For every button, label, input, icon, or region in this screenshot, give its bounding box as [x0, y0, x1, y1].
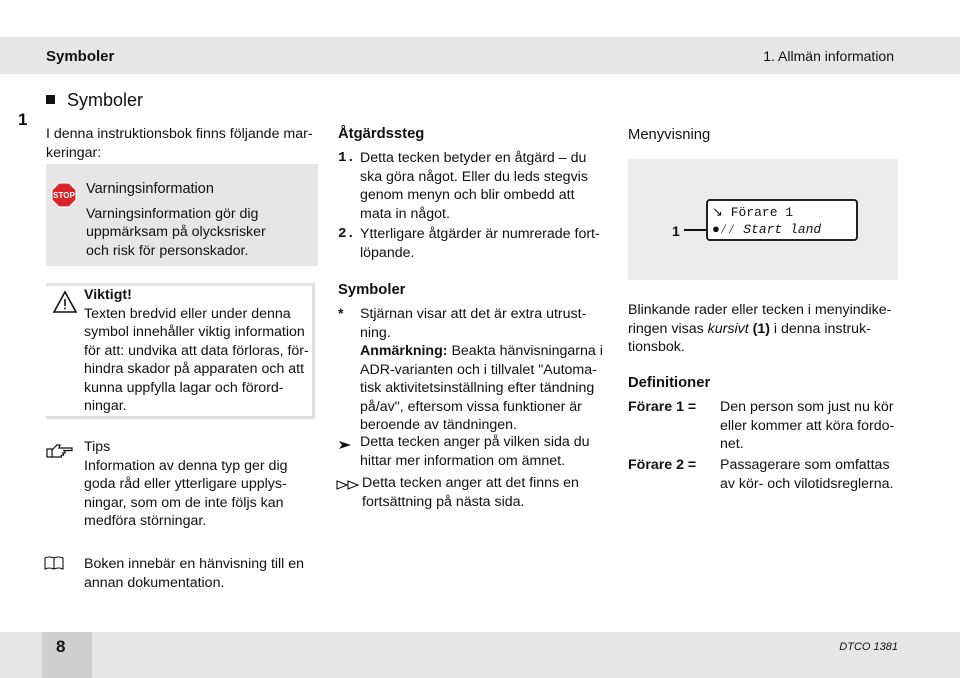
- actions-title: Åtgärdssteg: [338, 126, 425, 142]
- book-icon: [44, 555, 64, 571]
- page-number-box: [42, 632, 92, 678]
- chapter-number: 1: [18, 110, 28, 129]
- symbols-continue-text: Detta tecken anger att det finns en fortsättning på nästa sida.: [362, 475, 579, 510]
- symbols-arrow-text: Detta tecken anger på vilken sida du hittar mer information om ämnet.: [360, 434, 590, 469]
- running-header-left: Symboler: [46, 48, 115, 65]
- menu-callout-number: 1: [672, 223, 680, 239]
- important-title: Viktigt!: [84, 287, 132, 303]
- intro-text: I denna instruktionsbok finns följande mar- keringar:: [46, 126, 313, 161]
- definition-driver-2: Förare 2 = Passagerare som omfattas av kör- och vilotidsreglerna.: [628, 457, 894, 492]
- lcd-line-2: ●⁄⁄ Start land: [712, 222, 822, 237]
- product-name: DTCO 1381: [839, 641, 898, 653]
- warning-triangle-icon: [52, 290, 78, 314]
- tips-text: Tips Information av denna typ ger dig goda råd eller ytterligare upplys- ningar, som om de inte följs kan medföra störningar.: [84, 438, 314, 531]
- stop-sign-icon: [51, 182, 77, 208]
- double-arrow-icon: [336, 477, 360, 487]
- warning-title: Varningsinformation: [86, 181, 214, 197]
- star-marker: *: [338, 306, 344, 322]
- symbols-star: * Stjärnan visar att det är extra utrust- ning. Anmärkning: Beakta hänvisningarna i ADR-varianten och i tillvalet "Automa- tisk aktivitetsinställning efter tändning på/av", eftersom vissa funktioner är beroende av tändningen.: [338, 306, 603, 433]
- section-title: Symboler: [46, 90, 143, 111]
- book-text: Boken innebär en hänvisning till en annan dokumentation.: [84, 556, 305, 591]
- menu-title: Menyvisning: [628, 127, 711, 143]
- running-header-right: 1. Allmän information: [763, 48, 894, 64]
- tips-title: Tips: [84, 439, 111, 455]
- important-text: Viktigt! Texten bredvid eller under denna symbol innehåller viktig information för att: undvika att data förloras, för- hindra skador på apparaten och att kunna uppfylla lagar och förord- ningar.: [84, 286, 314, 416]
- bullet-square-icon: [46, 95, 55, 104]
- lcd-display: [706, 199, 858, 241]
- action-step-1: 1. Detta tecken betyder en åtgärd – du ska göra något. Eller du leds stegvis genom menyn och blir ombedd att mata in något.: [338, 150, 588, 222]
- footer-band: [0, 632, 960, 678]
- pointing-hand-icon: [46, 441, 74, 459]
- symbols-title: Symboler: [338, 282, 406, 298]
- definitions-title: Definitioner: [628, 375, 711, 391]
- right-arrow-icon: [338, 437, 352, 447]
- lcd-line-1: ↘ Förare 1: [712, 205, 794, 220]
- menu-description: Blinkande rader eller tecken i menyindike- ringen visas kursivt (1) i denna instruk- tionsbok.: [628, 302, 892, 355]
- page-number: 8: [56, 637, 66, 656]
- note-label: Anmärkning:: [360, 343, 448, 359]
- svg-text:STOP: STOP: [53, 191, 75, 200]
- warning-text: Varningsinformation Varningsinformation gör dig uppmärksam på olycksrisker och risk för personskador.: [86, 180, 316, 260]
- definition-driver-1: Förare 1 = Den person som just nu kör eller kommer att köra fordo- net.: [628, 399, 895, 452]
- action-step-2: 2. Ytterligare åtgärder är numrerade fort- löpande.: [338, 226, 600, 261]
